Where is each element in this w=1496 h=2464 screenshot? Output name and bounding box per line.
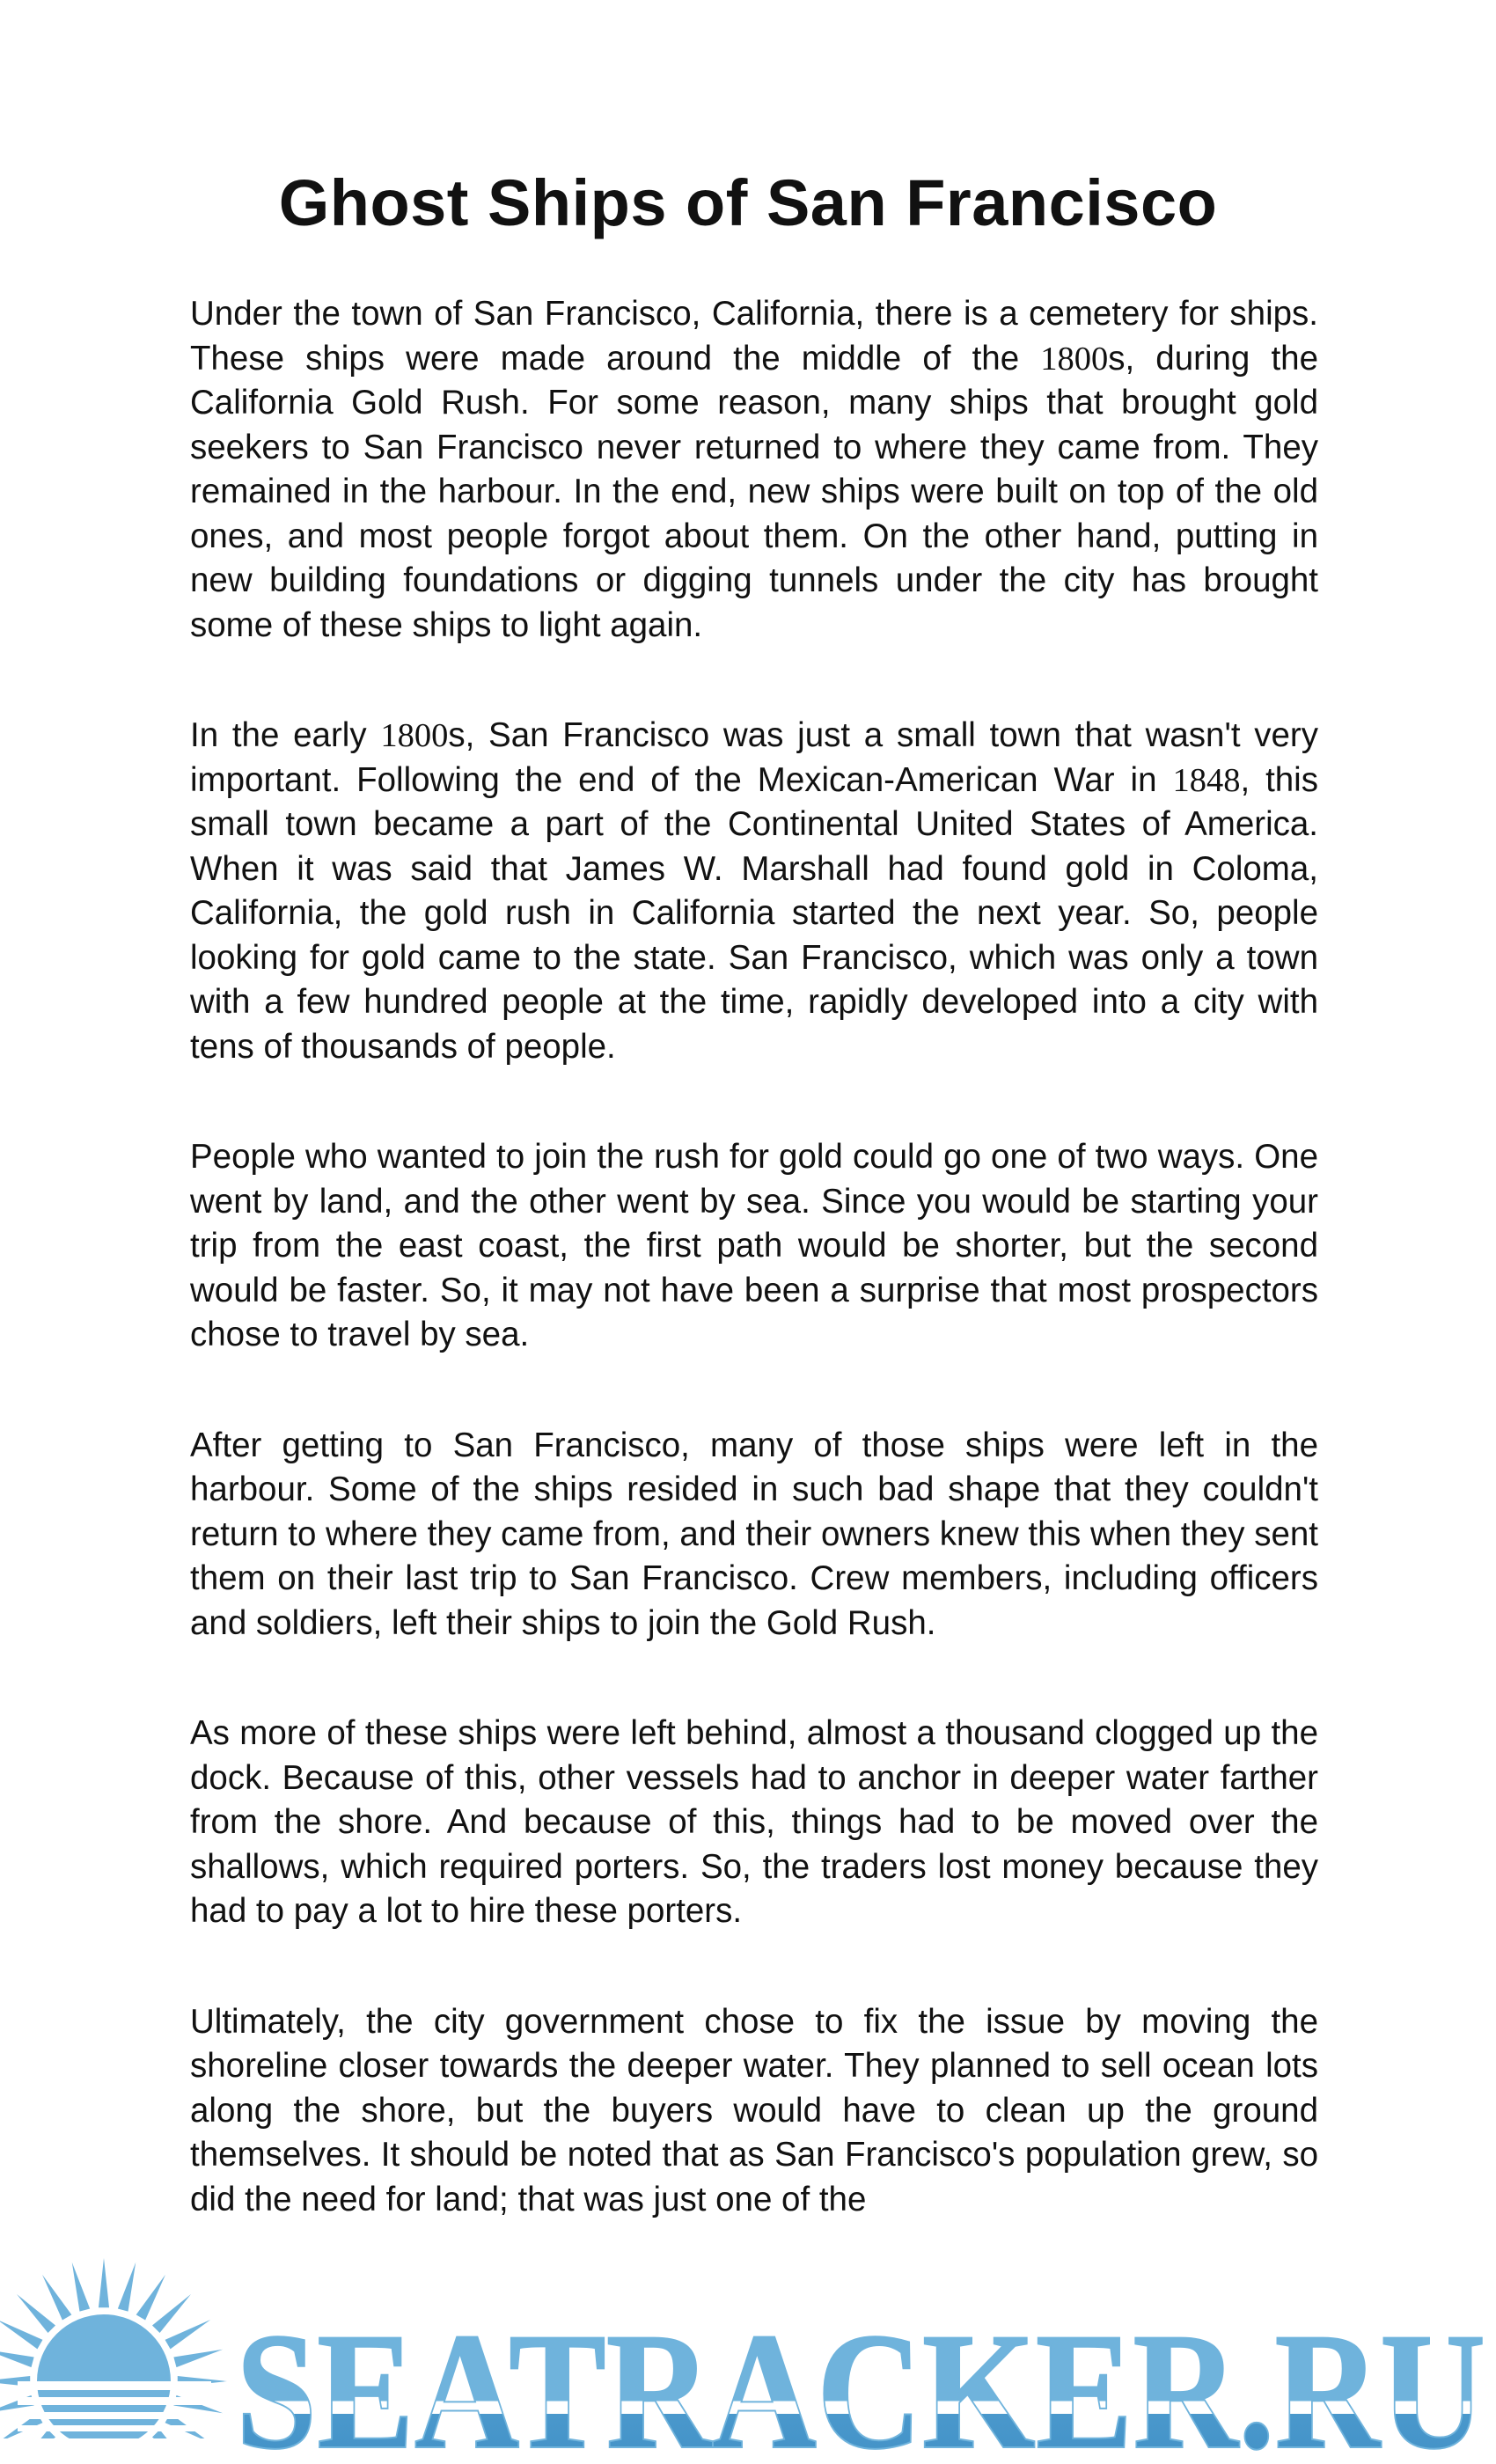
paragraph	[190, 1135, 1318, 1358]
text-segment: People who wanted to join the rush for gold could go one of two ways. One went by land, and the other went by sea. Since you would be starting your trip from the east coast, the first path would be shorter, but the second would be faster. So, it may not have been a surprise that most prospectors chose to travel by sea.	[190, 1138, 1318, 1353]
paragraph	[190, 292, 1318, 648]
watermark	[0, 2249, 1496, 2464]
text-segment: s, San Francisco was just a small town that wasn't very important. Following the end of the Mexican-American War in	[190, 716, 1319, 799]
paragraph	[190, 2000, 1318, 2223]
watermark-text: SEATRACKER.RU	[236, 2299, 1485, 2464]
year-number: 1800	[380, 717, 449, 754]
text-segment: After getting to San Francisco, many of those ships were left in the harbour. Some of the ships resided in such bad shape that they couldn't return to where they came from, and their owners knew this when they sent them on their last trip to San Francisco. Crew members, including officers and soldiers, left their ships to join the Gold Rush.	[190, 1426, 1318, 1642]
sun-ray	[0, 2350, 34, 2367]
text-segment: Ultimately, the city government chose to fix the issue by moving the shoreline closer towards the deeper water. They planned to sell ocean lots along the shore, but the buyers would have to clean up the ground themselves. It should be noted that as San Francisco's population grew, so did the need for land; that was just one of the	[190, 2002, 1318, 2218]
text-segment: s, during the California Gold Rush. For some reason, many ships that brought gold seekers to San Francisco never returned to where they came from. They remained in the harbour. In the end, new ships were built on top of the old ones, and most people forgot about them. On the other hand, putting in new building foundations or digging tunnels under the city has brought some of these ships to light again.	[190, 339, 1318, 644]
paragraph	[190, 1424, 1318, 1646]
paragraph	[190, 714, 1318, 1069]
sun-ray	[99, 2258, 109, 2307]
sun-ray	[72, 2262, 90, 2312]
text-segment: In the early	[190, 716, 381, 754]
sun-ray	[17, 2294, 55, 2333]
year-number: 1848	[1172, 761, 1241, 799]
sun-ray	[165, 2320, 211, 2349]
text-segment: , this small town became a part of the Continental United States of America. When it was said that James W. Marshall had found gold in Coloma, California, the gold rush in California started the next year. So, people looking for gold came to the state. San Francisco, which was only a town with a few hundred people at the time, rapidly developed into a city with tens of thousands of people.	[190, 760, 1318, 1066]
sun-ray	[136, 2275, 165, 2321]
page-title: Ghost Ships of San Francisco	[278, 166, 1218, 239]
article-body	[190, 292, 1318, 2288]
watermark-graphic	[0, 2249, 1496, 2464]
text-segment: Under the town of San Francisco, California, there is a cemetery for ships. These ships were made around the middle of the	[190, 295, 1318, 378]
paragraph	[190, 1712, 1318, 1934]
sun-ray	[118, 2262, 136, 2312]
sun-ray	[0, 2320, 42, 2349]
sun-over-sea-icon	[0, 2258, 255, 2464]
text-segment: As more of these ships were left behind, almost a thousand clogged up the dock. Because of this, other vessels had to anchor in deeper water farther from the shore. And because of this, things had to be moved over the shallows, which required porters. So, the traders lost money because they had to pay a lot to hire these porters.	[190, 1714, 1318, 1930]
year-number: 1800	[1040, 340, 1109, 378]
sun-ray	[152, 2294, 191, 2333]
sun-ray	[173, 2350, 223, 2367]
sun-ray	[42, 2275, 71, 2321]
